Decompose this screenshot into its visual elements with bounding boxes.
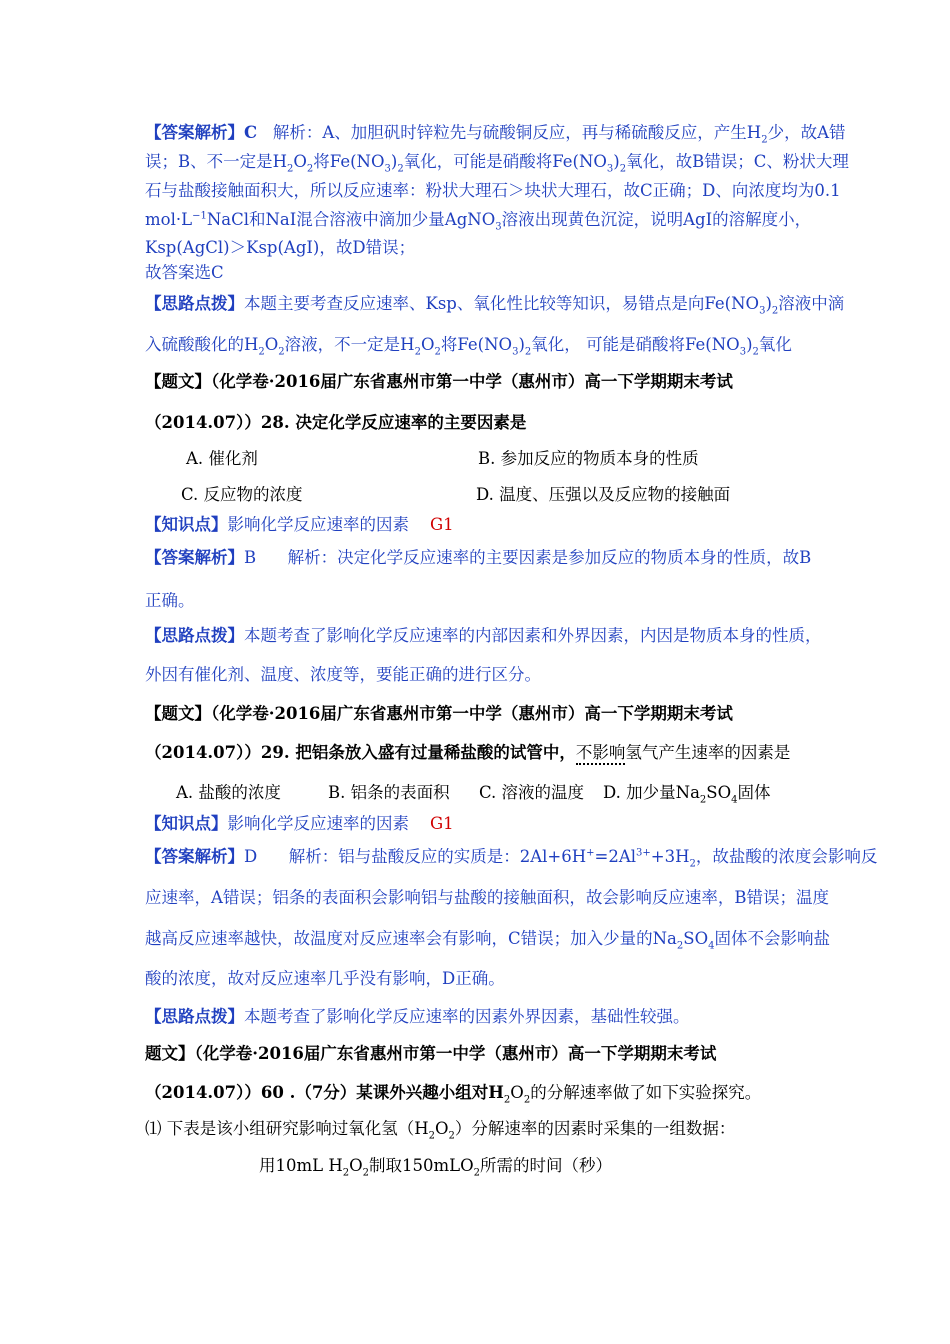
- q29-option-a: A. 盐酸的浓度: [176, 783, 281, 802]
- q29-answer-line-3: 越高反应速率越快，故温度对反应速率会有影响，C错误；加入少量的$Na_2SO_4$固体不会影响盐: [145, 929, 830, 952]
- q60-part-1: ⑴ 下表是该小组研究影响过氧化氢$(H_2O_2)$分解速率的因素时采集的一组数据：: [145, 1119, 736, 1142]
- emphasis-dotted-text: 不影响: [576, 743, 626, 765]
- q27-answer-line-4: $mol\cdot L^{-1}NaCl$和NaI混合溶液中滴加少量AgNO$_3$溶液出现黄色沉淀，说明AgI的溶解度小，: [145, 210, 812, 233]
- q28-option-c: C. 反应物的浓度: [181, 485, 303, 504]
- q29-option-b: B. 铝条的表面积: [328, 783, 450, 802]
- q27-tip-line-2: 入硫酸酸化的$H_2O_2$溶液，不一定是$H_2O_2$将$Fe(NO_3)_2$氧化， 可能是硝酸将$Fe(NO_3)_2$氧化: [145, 335, 792, 358]
- q28-tip-line-1: 【思路点拨】本题考查了影响化学反应速率的内部因素和外界因素，内因是物质本身的性质，: [145, 626, 822, 645]
- q27-answer-line-3: 石与盐酸接触面积大，所以反应速率：粉状大理石＞块状大理石，故C正确；D、向浓度均为0.1: [145, 181, 841, 200]
- q29-answer-line-1: 【答案解析】D 解析：铝与盐酸反应的实质是：$2Al+6H^+=2Al^{3+}+3H_2$，故盐酸的浓度会影响反: [145, 847, 878, 870]
- q29-answer-line-4: 酸的浓度，故对反应速率几乎没有影响，D正确。: [145, 969, 505, 988]
- q28-answer-line-1: 【答案解析】B 解析：决定化学反应速率的主要因素是参加反应的物质本身的性质，故B: [145, 548, 812, 567]
- q60-table-caption: 用10mL $H_2O_2$制取150mLO$_2$所需的时间（秒）: [259, 1156, 613, 1179]
- tip-label: 【思路点拨】: [145, 294, 244, 313]
- q28-option-d: D. 温度、压强以及反应物的接触面: [476, 485, 731, 504]
- q60-title-line-1: 题文】（化学卷·2016届广东省惠州市第一中学（惠州市）高一下学期期末考试: [145, 1044, 717, 1063]
- q29-answer-line-2: 应速率，A错误；铝条的表面积会影响铝与盐酸的接触面积，故会影响反应速率，B错误；温度: [145, 888, 830, 907]
- q29-tip: 【思路点拨】本题考查了影响化学反应速率的因素外界因素，基础性较强。: [145, 1007, 690, 1026]
- q28-option-b: B. 参加反应的物质本身的性质: [478, 449, 699, 468]
- q27-tip-line-1: 【思路点拨】本题主要考查反应速率、Ksp、氧化性比较等知识，易错点是向$Fe(NO_3)_2$溶液中滴: [145, 294, 845, 317]
- q29-knowledge-point: 【知识点】影响化学反应速率的因素 G1: [145, 814, 454, 833]
- q28-title-line-2: （2014.07））28. 决定化学反应速率的主要因素是: [145, 413, 527, 432]
- q28-answer-line-2: 正确。: [145, 591, 195, 610]
- q29-option-d: D. 加少量$Na_2SO_4$固体: [603, 783, 771, 806]
- q28-tip-line-2: 外因有催化剂、温度、浓度等，要能正确的进行区分。: [145, 665, 541, 684]
- q60-title-line-2: （2014.07））60 .（7分）某课外兴趣小组对$H_2O_2$的分解速率做了如下实验探究。: [145, 1083, 762, 1106]
- q28-option-a: A. 催化剂: [186, 449, 258, 468]
- q29-option-c: C. 溶液的温度: [479, 783, 585, 802]
- q29-title-line-2: （2014.07））29. 把铝条放入盛有过量稀盐酸的试管中，不影响氢气产生速率的因素是: [145, 742, 790, 764]
- q27-answer-line-5: Ksp(AgCl)＞Ksp(AgI)，故D错误；: [145, 238, 416, 257]
- q29-title-line-1: 【题文】（化学卷·2016届广东省惠州市第一中学（惠州市）高一下学期期末考试: [145, 704, 733, 723]
- q28-knowledge-point: 【知识点】影响化学反应速率的因素 G1: [145, 515, 454, 534]
- q27-answer-line-2: 误；B、不一定是$H_2O_2$将$Fe(NO_3)_2$氧化，可能是硝酸将$Fe(NO_3)_2$氧化，故B错误；C、粉状大理: [145, 152, 849, 175]
- q28-title-line-1: 【题文】（化学卷·2016届广东省惠州市第一中学（惠州市）高一下学期期末考试: [145, 372, 733, 391]
- answer-label: 【答案解析】: [145, 123, 244, 142]
- q27-answer-conclusion: 故答案选C: [145, 263, 224, 282]
- q27-answer-line-1: 【答案解析】C 解析：A、加胆矾时锌粒先与硫酸铜反应，再与稀硫酸反应，产生$H_2$少，故A错: [145, 123, 846, 146]
